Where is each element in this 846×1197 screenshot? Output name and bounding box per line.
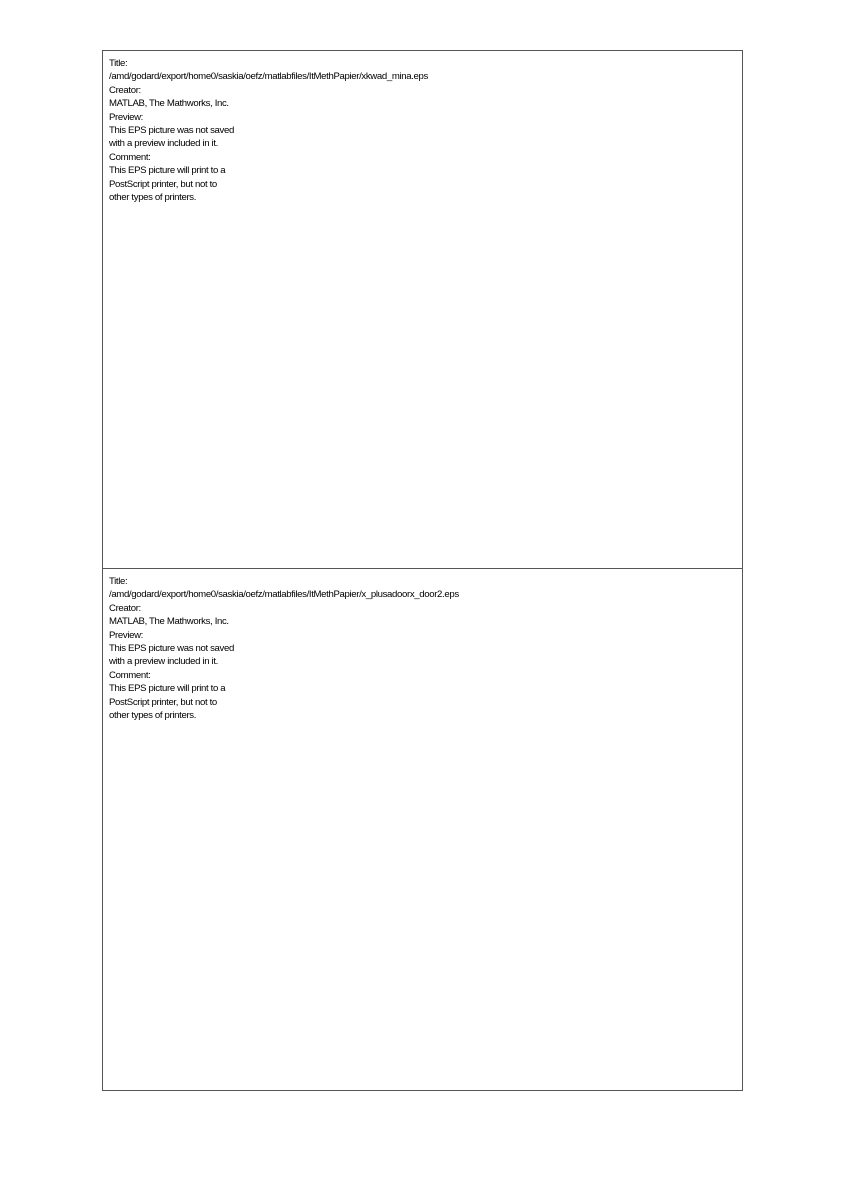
comment-label: Comment: <box>109 151 151 163</box>
comment-text-line: This EPS picture will print to a <box>109 165 226 177</box>
preview-text-line: with a preview included in it. <box>109 138 218 150</box>
eps-placeholder-frame-2 <box>102 568 743 1091</box>
creator-value: MATLAB, The Mathworks, Inc. <box>109 616 229 628</box>
comment-text-line: other types of printers. <box>109 710 197 722</box>
preview-label: Preview: <box>109 629 143 641</box>
preview-label: Preview: <box>109 111 143 123</box>
title-value: /amd/godard/export/home0/saskia/oefz/matlabfiles/ItMethPapier/x_plusadoorx_door2.eps <box>109 589 459 601</box>
comment-text-line: PostScript printer, but not to <box>109 696 217 708</box>
eps-info-block <box>109 57 428 204</box>
comment-text-line: PostScript printer, but not to <box>109 178 217 190</box>
creator-value: MATLAB, The Mathworks, Inc. <box>109 98 229 110</box>
title-label: Title: <box>109 58 128 69</box>
eps-info-block <box>109 575 459 722</box>
preview-text-line: with a preview included in it. <box>109 656 218 668</box>
creator-label: Creator: <box>109 602 141 614</box>
creator-label: Creator: <box>109 84 141 96</box>
preview-text-line: This EPS picture was not saved <box>109 643 234 655</box>
preview-text-line: This EPS picture was not saved <box>109 125 234 137</box>
comment-text-line: other types of printers. <box>109 192 197 204</box>
comment-label: Comment: <box>109 669 151 681</box>
title-value: /amd/godard/export/home0/saskia/oefz/matlabfiles/ItMethPapier/xkwad_mina.eps <box>109 71 428 83</box>
title-label: Title: <box>109 576 128 587</box>
comment-text-line: This EPS picture will print to a <box>109 683 226 695</box>
eps-placeholder-frame-1 <box>102 50 743 569</box>
